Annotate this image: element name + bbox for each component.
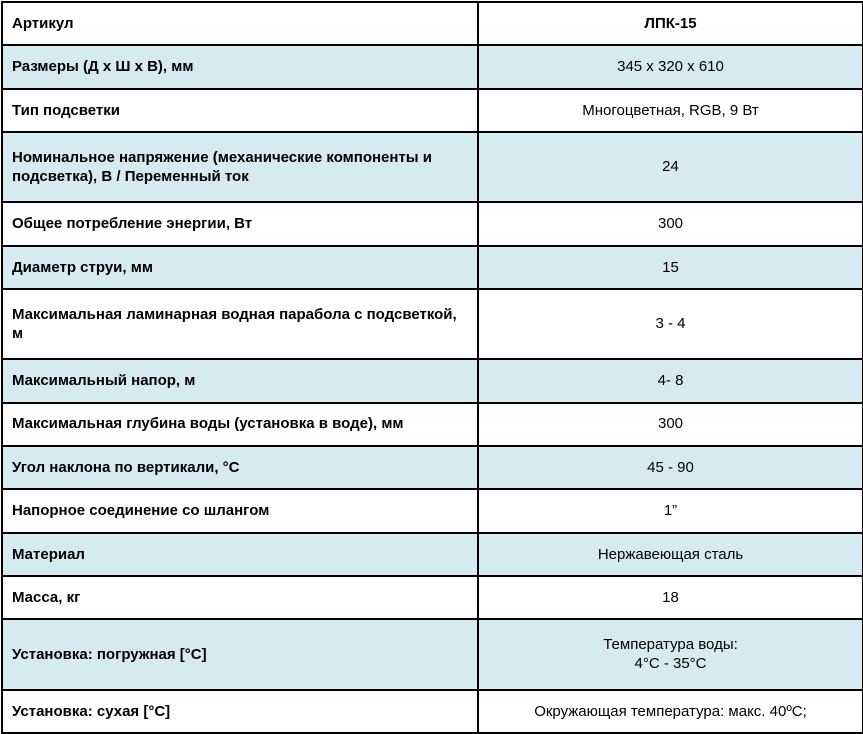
spec-table: [1, 1, 863, 734]
spec-value-max-head: 4- 8: [478, 359, 863, 402]
spec-value-max-water-depth: 300: [478, 403, 863, 446]
table-row: [2, 533, 863, 576]
spec-label-tilt-angle: Угол наклона по вертикали, °С: [2, 446, 478, 489]
table-row: [2, 576, 863, 619]
table-row: [2, 89, 863, 132]
spec-label-hose-connection: Напорное соединение со шлангом: [2, 489, 478, 532]
spec-value-power-consumption: 300: [478, 202, 863, 245]
spec-label-submersible-install: Установка: погружная [°С]: [2, 619, 478, 689]
spec-value-line1: Температура воды:: [603, 635, 738, 653]
table-row: [2, 2, 863, 45]
spec-value-line2: 4°С - 35°С: [634, 655, 707, 673]
table-row: [2, 246, 863, 289]
spec-label-max-head: Максимальный напор, м: [2, 359, 478, 402]
spec-value-submersible-install: [478, 619, 863, 689]
spec-label-dry-install: Установка: сухая [°С]: [2, 690, 478, 733]
spec-value-nominal-voltage: 24: [478, 132, 863, 202]
spec-label-article: Артикул: [2, 2, 478, 45]
spec-value-hose-connection: 1”: [478, 489, 863, 532]
spec-value-dimensions: 345 х 320 х 610: [478, 45, 863, 88]
spec-value-dry-install: Окружающая температура: макс. 40ºС;: [478, 690, 863, 733]
spec-label-power-consumption: Общее потребление энергии, Вт: [2, 202, 478, 245]
spec-value-weight: 18: [478, 576, 863, 619]
table-row: [2, 45, 863, 88]
spec-label-weight: Масса, кг: [2, 576, 478, 619]
spec-value-jet-diameter: 15: [478, 246, 863, 289]
spec-label-lighting-type: Тип подсветки: [2, 89, 478, 132]
table-row: [2, 132, 863, 202]
spec-value-material: Нержавеющая сталь: [478, 533, 863, 576]
table-row: [2, 403, 863, 446]
table-row: [2, 289, 863, 359]
spec-label-jet-diameter: Диаметр струи, мм: [2, 246, 478, 289]
table-row: [2, 359, 863, 402]
spec-value-tilt-angle: 45 - 90: [478, 446, 863, 489]
spec-label-material: Материал: [2, 533, 478, 576]
table-row: [2, 690, 863, 733]
table-row: [2, 619, 863, 689]
spec-label-nominal-voltage: Номинальное напряжение (механические компоненты и подсветка), В / Переменный ток: [2, 132, 478, 202]
spec-label-max-water-depth: Максимальная глубина воды (установка в воде), мм: [2, 403, 478, 446]
table-row: [2, 489, 863, 532]
spec-value-lighting-type: Многоцветная, RGB, 9 Вт: [478, 89, 863, 132]
spec-value-laminar-parabola: 3 - 4: [478, 289, 863, 359]
table-row: [2, 446, 863, 489]
spec-label-laminar-parabola: Максимальная ламинарная водная парабола с подсветкой, м: [2, 289, 478, 359]
spec-label-dimensions: Размеры (Д х Ш х В), мм: [2, 45, 478, 88]
table-row: [2, 202, 863, 245]
spec-value-article: ЛПК-15: [478, 2, 863, 45]
